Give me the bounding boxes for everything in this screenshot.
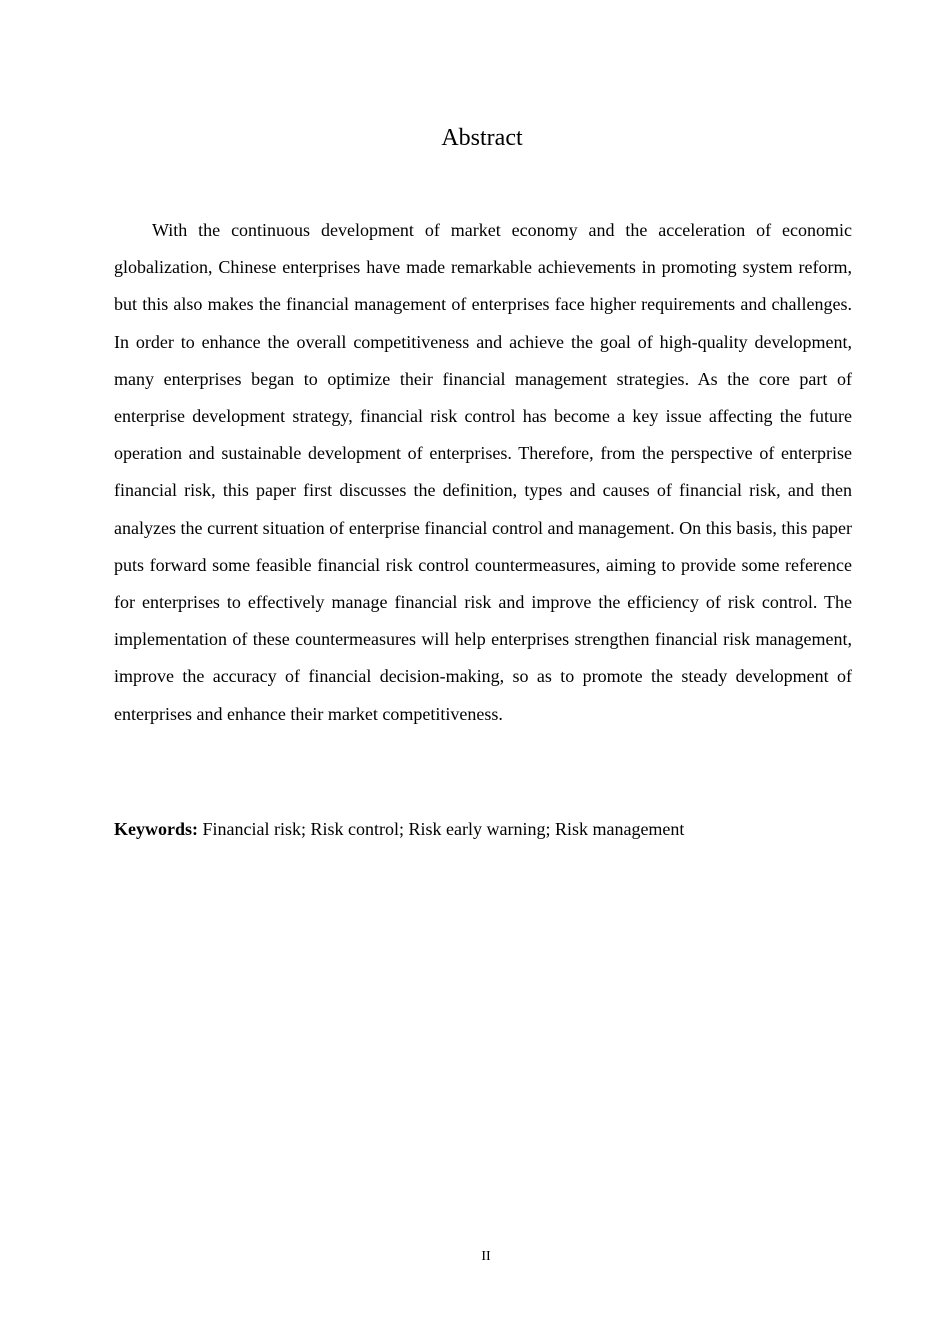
keywords-label: Keywords: [114,819,198,839]
abstract-body: With the continuous development of market economy and the acceleration of economic globalization, Chinese enterprises have made remarkable achievements in promoting system reform, but this also makes the financial management of enterprises face higher requirements and challenges. In order to enhance the overall competitiveness and achieve the goal of high-quality development, many enterprises began to optimize their financial management strategies. As the core part of enterprise development strategy, financial risk control has become a key issue affecting the future operation and sustainable development of enterprises. Therefore, from the perspective of enterprise financial risk, this paper first discusses the definition, types and causes of financial risk, and then analyzes the current situation of enterprise financial control and management. On this basis, this paper puts forward some feasible financial risk control countermeasures, aiming to provide some reference for enterprises to effectively manage financial risk and improve the efficiency of risk control. The implementation of these countermeasures will help enterprises strengthen financial risk management, improve the accuracy of financial decision-making, so as to promote the steady development of enterprises and enhance their market competitiveness. [114,220,852,724]
keywords-text: Financial risk; Risk control; Risk early warning; Risk management [202,819,685,839]
keywords-line [114,811,852,848]
page-number: II [481,1249,491,1264]
abstract-title: Abstract [441,125,523,151]
